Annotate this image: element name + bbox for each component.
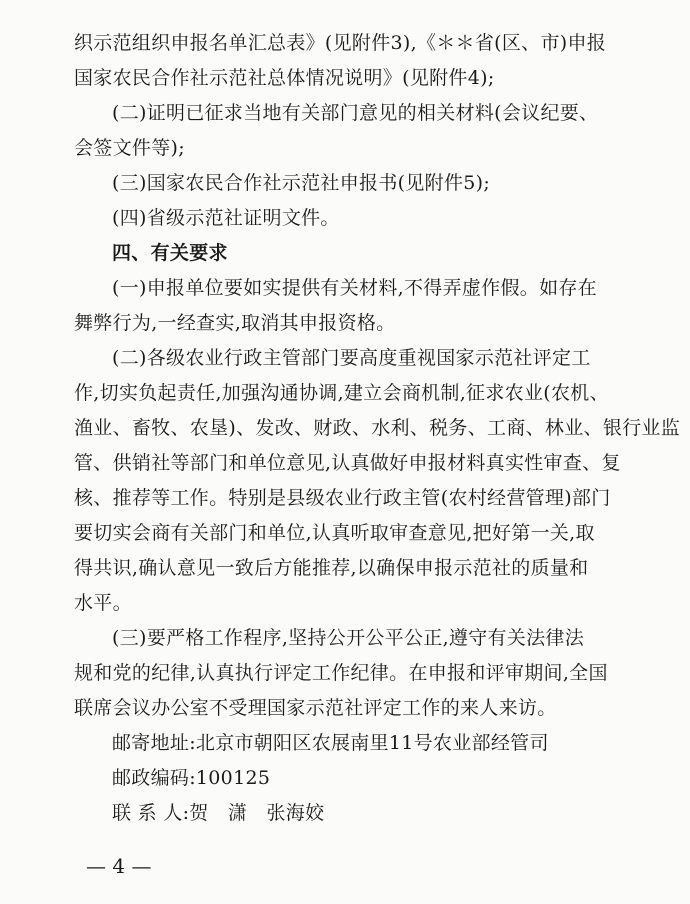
- text-line: 舞弊行为,一经查实,取消其申报资格。: [74, 312, 396, 334]
- section-heading: 四、有关要求: [112, 242, 228, 264]
- text-line: 联席会议办公室不受理国家示范社评定工作的来人来访。: [74, 697, 557, 719]
- text-line: 国家农民合作社示范社总体情况说明》(见附件4);: [74, 67, 495, 89]
- text-line: 会签文件等);: [74, 137, 185, 159]
- page-number: — 4 —: [86, 854, 152, 878]
- text-line: 渔业、畜牧、农垦)、发改、财政、水利、税务、工商、林业、银行业监: [74, 417, 681, 439]
- text-line: (一)申报单位要如实提供有关材料,不得弄虚作假。如存在: [112, 277, 597, 299]
- mailing-address: 邮寄地址:北京市朝阳区农展南里11号农业部经管司: [112, 732, 549, 754]
- contact-persons: 联 系 人:贺 潇 张海姣: [112, 802, 325, 824]
- postal-code: 邮政编码:100125: [112, 767, 271, 789]
- text-line: 要切实会商有关部门和单位,认真听取审查意见,把好第一关,取: [74, 522, 595, 544]
- text-line: 核、推荐等工作。特别是县级农业行政主管(农村经营管理)部门: [74, 487, 611, 509]
- text-line: 织示范组织申报名单汇总表》(见附件3),《＊＊省(区、市)申报: [74, 32, 607, 54]
- text-line: (四)省级示范社证明文件。: [112, 207, 340, 229]
- text-line: (三)要严格工作程序,坚持公开公平公正,遵守有关法律法: [112, 627, 585, 649]
- text-line: 作,切实负起责任,加强沟通协调,建立会商机制,征求农业(农机、: [74, 382, 609, 404]
- text-line: (二)证明已征求当地有关部门意见的相关材料(会议纪要、: [112, 102, 599, 124]
- text-line: 规和党的纪律,认真执行评定工作纪律。在申报和评审期间,全国: [74, 662, 608, 684]
- text-line: (二)各级农业行政主管部门要高度重视国家示范社评定工: [112, 347, 591, 369]
- text-line: (三)国家农民合作社示范社申报书(见附件5);: [112, 172, 491, 194]
- text-line: 得共识,确认意见一致后方能推荐,以确保申报示范社的质量和: [74, 557, 589, 579]
- text-line: 管、供销社等部门和单位意见,认真做好申报材料真实性审查、复: [74, 452, 621, 474]
- document-body: [74, 26, 681, 831]
- text-line: 水平。: [74, 592, 132, 614]
